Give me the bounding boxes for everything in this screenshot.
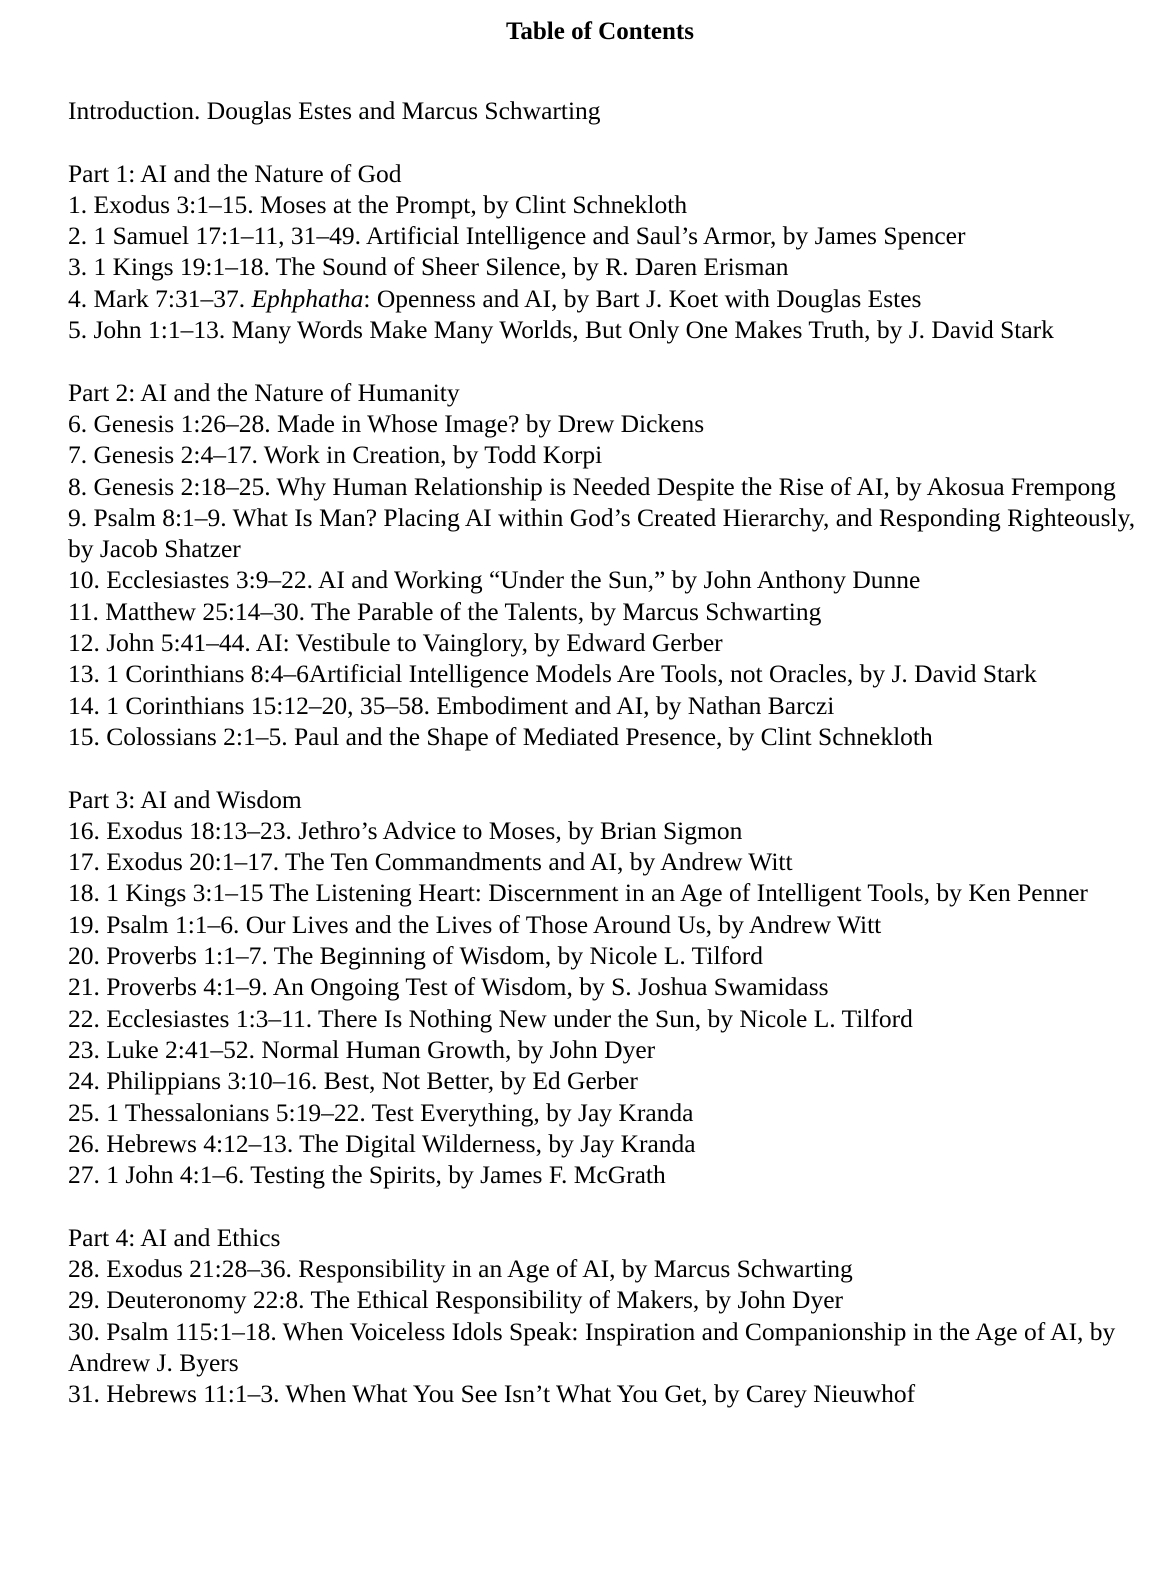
toc-entry: 11. Matthew 25:14–30. The Parable of the Talents, by Marcus Schwarting (68, 596, 822, 626)
toc-entry: 5. John 1:1–13. Many Words Make Many Worlds, But Only One Makes Truth, by J. David Stark (68, 315, 1054, 345)
toc-entry: 26. Hebrews 4:12–13. The Digital Wilderness, by Jay Kranda (68, 1128, 696, 1158)
part-heading: Part 2: AI and the Nature of Humanity (68, 377, 460, 407)
part-heading: Part 1: AI and the Nature of God (68, 158, 402, 188)
toc-entry: 17. Exodus 20:1–17. The Ten Commandments and AI, by Andrew Witt (68, 847, 793, 877)
toc-entry: 7. Genesis 2:4–17. Work in Creation, by Todd Korpi (68, 440, 603, 470)
toc-entry: 22. Ecclesiastes 1:3–11. There Is Nothing New under the Sun, by Nicole L. Tilford (68, 1003, 913, 1033)
part-heading: Part 3: AI and Wisdom (68, 784, 302, 814)
toc-entry: 2. 1 Samuel 17:1–11, 31–49. Artificial Intelligence and Saul’s Armor, by James Spencer (68, 221, 966, 251)
part-4 (68, 1222, 1153, 1410)
entry-suffix: : Openness and AI, by Bart J. Koet with Douglas Estes (363, 283, 922, 313)
entry-prefix: 4. Mark 7:31–37. (68, 283, 252, 313)
toc-entry: 25. 1 Thessalonians 5:19–22. Test Everything, by Jay Kranda (68, 1097, 694, 1127)
toc-entry: 15. Colossians 2:1–5. Paul and the Shape of Mediated Presence, by Clint Schnekloth (68, 721, 933, 751)
toc-entry: 8. Genesis 2:18–25. Why Human Relationship is Needed Despite the Rise of AI, by Akosua Frempong (68, 471, 1116, 501)
toc-entry: 24. Philippians 3:10–16. Best, Not Better, by Ed Gerber (68, 1066, 638, 1096)
entry-italic-word: Ephphatha (251, 283, 364, 313)
part-heading: Part 4: AI and Ethics (68, 1222, 281, 1252)
toc-entry: 9. Psalm 8:1–9. What Is Man? Placing AI within God’s Created Hierarchy, and Responding Righteously, by Jacob Shatzer (68, 502, 1136, 564)
introduction-entry: Introduction. Douglas Estes and Marcus Schwarting (68, 96, 601, 125)
toc-entry: 13. 1 Corinthians 8:4–6Artificial Intelligence Models Are Tools, not Oracles, by J. David Stark (68, 659, 1037, 689)
toc-entry (68, 283, 1153, 314)
toc-entry: 30. Psalm 115:1–18. When Voiceless Idols Speak: Inspiration and Companionship in the Age of AI, by Andrew J. Byers (68, 1316, 1116, 1377)
toc-entry: 20. Proverbs 1:1–7. The Beginning of Wisdom, by Nicole L. Tilford (68, 941, 764, 971)
part-1 (68, 158, 1153, 346)
toc-entry: 19. Psalm 1:1–6. Our Lives and the Lives of Those Around Us, by Andrew Witt (68, 909, 882, 939)
page-title: Table of Contents (506, 18, 694, 45)
toc-entry: 28. Exodus 21:28–36. Responsibility in an Age of AI, by Marcus Schwarting (68, 1253, 853, 1283)
toc-entry: 31. Hebrews 11:1–3. When What You See Isn’t What You Get, by Carey Nieuwhof (68, 1379, 916, 1409)
toc-entry: 12. John 5:41–44. AI: Vestibule to Vainglory, by Edward Gerber (68, 628, 723, 658)
toc-entry: 16. Exodus 18:13–23. Jethro’s Advice to Moses, by Brian Sigmon (68, 815, 743, 845)
toc-entry: 18. 1 Kings 3:1–15 The Listening Heart: Discernment in an Age of Intelligent Tools, by Ken Penner (68, 878, 1088, 908)
toc-entry: 10. Ecclesiastes 3:9–22. AI and Working “Under the Sun,” by John Anthony Dunne (68, 565, 921, 595)
toc-entry: 23. Luke 2:41–52. Normal Human Growth, by John Dyer (68, 1034, 656, 1064)
toc-entry: 27. 1 John 4:1–6. Testing the Spirits, by James F. McGrath (68, 1160, 666, 1190)
part-3 (68, 784, 1153, 1191)
table-of-contents (68, 95, 1153, 1441)
toc-entry: 6. Genesis 1:26–28. Made in Whose Image? by Drew Dickens (68, 408, 705, 438)
toc-entry: 1. Exodus 3:1–15. Moses at the Prompt, by Clint Schnekloth (68, 189, 688, 219)
toc-entry: 21. Proverbs 4:1–9. An Ongoing Test of Wisdom, by S. Joshua Swamidass (68, 972, 829, 1002)
toc-entry: 29. Deuteronomy 22:8. The Ethical Responsibility of Makers, by John Dyer (68, 1285, 844, 1315)
toc-entry: 3. 1 Kings 19:1–18. The Sound of Sheer Silence, by R. Daren Erisman (68, 252, 789, 282)
toc-entry: 14. 1 Corinthians 15:12–20, 35–58. Embodiment and AI, by Nathan Barczi (68, 690, 835, 720)
part-2 (68, 377, 1153, 753)
